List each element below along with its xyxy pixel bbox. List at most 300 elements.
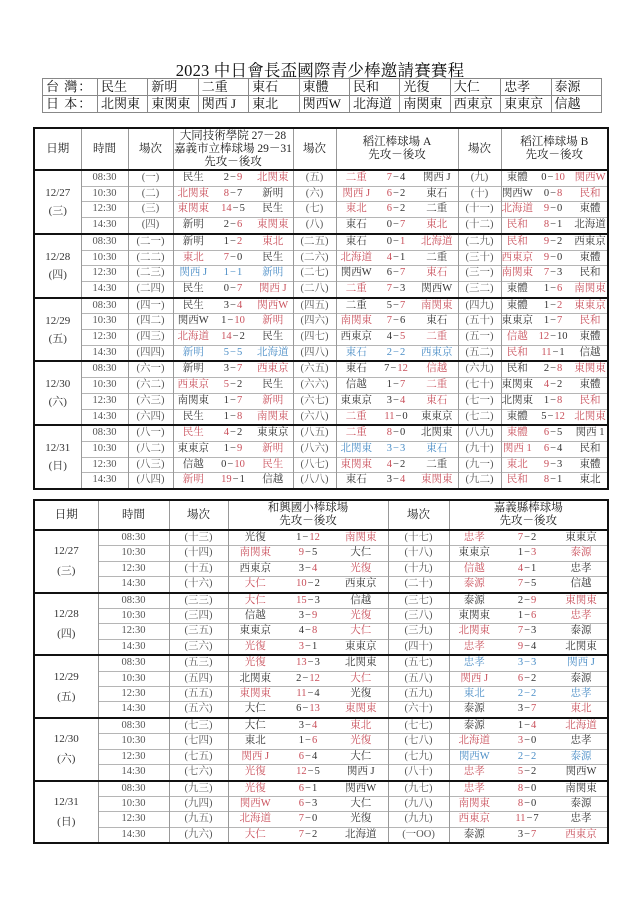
score-first-team: 9 xyxy=(298,547,305,559)
game-time: 14:30 xyxy=(98,577,169,593)
score xyxy=(499,796,555,811)
score-second-team: 1 xyxy=(236,267,243,279)
score-separator: − xyxy=(393,235,399,247)
date-label: 12/31 xyxy=(53,795,79,808)
score-second-team: 4 xyxy=(311,719,318,731)
second-batting-team: 泰源 xyxy=(555,796,608,811)
score-first-team: 6 xyxy=(517,672,524,684)
score xyxy=(533,457,573,473)
venue-header-line: 先攻－後攻 xyxy=(368,149,426,161)
game-number: (十四) xyxy=(169,546,228,561)
score-second-team: 3 xyxy=(556,458,563,470)
game-row xyxy=(34,624,608,639)
first-batting-team: 大仁 xyxy=(228,593,282,609)
date-label: 12/28 xyxy=(45,250,71,263)
game-row xyxy=(34,827,608,843)
score xyxy=(376,234,416,250)
score-first-team: 11 xyxy=(515,813,526,825)
second-batting-team: 北関東 xyxy=(334,655,388,671)
score-separator: − xyxy=(524,625,530,637)
header-venue xyxy=(449,500,608,530)
score-separator: − xyxy=(550,299,556,311)
game-number: (九三) xyxy=(169,781,228,797)
score-first-team: 3 xyxy=(298,719,305,731)
team-name: 東東京 xyxy=(501,96,551,113)
score-first-team: 3 xyxy=(386,394,393,406)
score-separator: − xyxy=(552,346,559,358)
first-batting-team: 東石 xyxy=(336,361,376,377)
score-first-team: 2 xyxy=(517,594,524,606)
score-second-team: 5 xyxy=(556,427,563,439)
game-number: (五十) xyxy=(458,314,501,330)
score-separator: − xyxy=(524,672,530,684)
game-number: (七六) xyxy=(169,765,228,781)
score-separator: − xyxy=(307,657,314,669)
second-batting-team: 東関東 xyxy=(253,218,293,234)
score-first-team: 0 xyxy=(541,172,547,183)
first-batting-team: 民和 xyxy=(501,361,533,377)
first-batting-team: 東関東 xyxy=(336,457,376,473)
score-separator: − xyxy=(393,379,399,391)
score-second-team: 5 xyxy=(399,331,406,343)
score-second-team: 10 xyxy=(234,315,245,327)
score-separator: − xyxy=(230,363,236,375)
second-batting-team: 東石 xyxy=(416,441,458,457)
second-batting-team: 東東京 xyxy=(334,639,388,655)
second-batting-team: 民生 xyxy=(253,330,293,346)
score-first-team: 8 xyxy=(223,187,230,199)
score xyxy=(282,624,334,639)
score-first-team: 7 xyxy=(298,813,305,825)
score-second-team: 0 xyxy=(530,735,537,747)
first-batting-team: 南関東 xyxy=(173,393,213,409)
score xyxy=(499,561,555,576)
score-second-team: 7 xyxy=(399,299,406,311)
game-number: (四六) xyxy=(293,314,336,330)
score xyxy=(282,546,334,561)
score xyxy=(376,393,416,409)
date-cell xyxy=(34,655,98,718)
score-separator: − xyxy=(550,458,556,470)
score-separator: − xyxy=(526,813,533,825)
second-batting-team: 新明 xyxy=(253,314,293,330)
score-second-team: 5 xyxy=(314,766,320,778)
weekday-label: (五) xyxy=(48,332,67,345)
score-second-team: 7 xyxy=(530,828,537,840)
date-cell xyxy=(34,234,81,298)
game-row xyxy=(34,378,608,394)
team-name: 大仁 xyxy=(450,79,500,96)
score-separator: − xyxy=(307,688,314,700)
score-second-team: 3 xyxy=(556,267,563,279)
score-second-team: 4 xyxy=(236,299,243,311)
first-batting-team: 関西 J xyxy=(336,186,376,202)
game-number: (二七) xyxy=(293,266,336,282)
score-separator: − xyxy=(524,797,530,809)
score-first-team: 3 xyxy=(517,657,524,669)
game-row xyxy=(34,671,608,686)
score xyxy=(213,361,253,377)
score-separator: − xyxy=(302,703,309,715)
score-second-team: 8 xyxy=(556,394,563,406)
first-batting-team: 北海道 xyxy=(449,734,499,749)
game-time: 08:30 xyxy=(81,170,128,186)
header-game-number: 場次 xyxy=(458,128,501,170)
first-batting-team: 東北 xyxy=(501,457,533,473)
game-time: 08:30 xyxy=(98,781,169,797)
first-batting-team: 二重 xyxy=(336,281,376,297)
first-batting-team: 北関東 xyxy=(336,441,376,457)
first-batting-team: 民生 xyxy=(173,298,213,314)
score-first-team: 3 xyxy=(386,474,393,486)
score-first-team: 0 xyxy=(543,187,550,199)
game-time: 12:30 xyxy=(81,266,128,282)
team-row-japan xyxy=(43,96,602,113)
second-batting-team: 関西W xyxy=(334,781,388,797)
first-batting-team: 東東京 xyxy=(173,441,213,457)
first-batting-team: 東関東 xyxy=(228,687,282,702)
game-time: 10:30 xyxy=(98,546,169,561)
second-batting-team: 二重 xyxy=(416,457,458,473)
first-batting-team: 西東京 xyxy=(228,561,282,576)
schedule-table-upper xyxy=(33,127,609,490)
game-number: (十七) xyxy=(388,530,449,546)
score xyxy=(376,409,416,425)
second-batting-team: 民生 xyxy=(253,457,293,473)
score-second-team: 7 xyxy=(399,267,406,279)
game-number: (十) xyxy=(458,186,501,202)
game-number: (四五) xyxy=(293,298,336,314)
second-batting-team: 西東京 xyxy=(555,827,608,843)
game-number: (二一) xyxy=(128,234,173,250)
game-row xyxy=(34,781,608,797)
game-row xyxy=(34,170,608,186)
score xyxy=(499,655,555,671)
game-time: 10:30 xyxy=(98,796,169,811)
score-separator: − xyxy=(230,235,236,247)
game-time: 08:30 xyxy=(81,425,128,441)
first-batting-team: 泰源 xyxy=(449,718,499,734)
second-batting-team: 忠孝 xyxy=(555,687,608,702)
first-batting-team: 光復 xyxy=(228,530,282,546)
second-batting-team: 西東京 xyxy=(253,361,293,377)
weekday-label: (日) xyxy=(48,460,67,473)
game-number: (九) xyxy=(458,170,501,186)
game-number: (九六) xyxy=(169,827,228,843)
score-separator: − xyxy=(305,813,311,825)
game-row xyxy=(34,734,608,749)
game-number: (七四) xyxy=(169,734,228,749)
score-second-team: 2 xyxy=(530,532,537,543)
score-first-team: 2 xyxy=(223,219,230,231)
score-second-team: 12 xyxy=(554,410,565,422)
score-first-team: 7 xyxy=(298,828,305,840)
second-batting-team: 民和 xyxy=(573,314,608,330)
score xyxy=(499,702,555,718)
score xyxy=(282,796,334,811)
game-time: 12:30 xyxy=(81,457,128,473)
first-batting-team: 新明 xyxy=(173,473,213,489)
second-batting-team: 東體 xyxy=(573,202,608,218)
score-second-team: 8 xyxy=(556,363,563,375)
score-first-team: 1 xyxy=(223,410,230,422)
header-game-number: 場次 xyxy=(128,128,173,170)
game-time: 08:30 xyxy=(98,655,169,671)
game-row xyxy=(34,314,608,330)
second-batting-team: 関西W xyxy=(573,170,608,186)
score-separator: − xyxy=(305,828,311,840)
second-batting-team: 民生 xyxy=(253,202,293,218)
second-batting-team: 関西W xyxy=(416,281,458,297)
second-batting-team: 信越 xyxy=(573,345,608,361)
game-row xyxy=(34,457,608,473)
score xyxy=(376,441,416,457)
score-second-team: 2 xyxy=(530,688,537,700)
first-batting-team: 大仁 xyxy=(228,827,282,843)
game-row xyxy=(34,425,608,441)
score-first-team: 1 xyxy=(223,267,230,279)
score-first-team: 4 xyxy=(298,625,305,637)
score-first-team: 7 xyxy=(386,172,393,183)
first-batting-team: 東體 xyxy=(501,409,533,425)
game-row xyxy=(34,749,608,764)
first-batting-team: 西東京 xyxy=(336,330,376,346)
score-first-team: 6 xyxy=(386,187,393,199)
game-number: (十一) xyxy=(458,202,501,218)
score xyxy=(499,624,555,639)
game-time: 12:30 xyxy=(81,202,128,218)
score xyxy=(282,639,334,655)
score-second-team: 3 xyxy=(314,657,320,669)
game-number: (八六) xyxy=(293,441,336,457)
second-batting-team: 北海道 xyxy=(555,718,608,734)
first-batting-team: 光復 xyxy=(228,765,282,781)
score-second-team: 8 xyxy=(556,187,563,199)
weekday-label: (六) xyxy=(48,396,67,409)
second-batting-team: 東石 xyxy=(416,266,458,282)
first-batting-team: 東石 xyxy=(336,234,376,250)
score-first-team: 6 xyxy=(386,203,393,215)
first-batting-team: 二重 xyxy=(336,425,376,441)
score-separator: − xyxy=(230,267,236,279)
game-number: (七) xyxy=(293,202,336,218)
game-number: (四七) xyxy=(293,330,336,346)
second-batting-team: 新明 xyxy=(253,393,293,409)
venue-header-line: 稻江棒球場 A xyxy=(362,136,432,148)
first-batting-team: 信越 xyxy=(336,378,376,394)
score-second-team: 7 xyxy=(236,282,243,294)
score-separator: − xyxy=(550,442,556,454)
game-row xyxy=(34,361,608,377)
first-batting-team: 北関東 xyxy=(449,624,499,639)
score-second-team: 3 xyxy=(399,442,406,454)
score-second-team: 0 xyxy=(556,251,563,263)
second-batting-team: 東石 xyxy=(416,393,458,409)
score-separator: − xyxy=(302,532,309,543)
score-first-team: 7 xyxy=(384,363,390,375)
second-batting-team: 北関東 xyxy=(573,409,608,425)
score xyxy=(213,202,253,218)
score-second-team: 4 xyxy=(556,442,563,454)
first-batting-team: 民生 xyxy=(173,409,213,425)
score-second-team: 1 xyxy=(239,474,245,486)
first-batting-team: 泰源 xyxy=(449,593,499,609)
second-batting-team: 新明 xyxy=(253,186,293,202)
first-batting-team: 東北 xyxy=(449,687,499,702)
second-batting-team: 東関東 xyxy=(573,361,608,377)
team-name: 北海道 xyxy=(349,96,399,113)
game-time: 14:30 xyxy=(81,409,128,425)
game-number: (六七) xyxy=(293,393,336,409)
score-first-team: 6 xyxy=(298,797,305,809)
score xyxy=(213,250,253,266)
second-batting-team: 民生 xyxy=(253,250,293,266)
game-number: (二九) xyxy=(458,234,501,250)
score-second-team: 3 xyxy=(530,657,537,669)
second-batting-team: 二重 xyxy=(416,250,458,266)
score xyxy=(533,218,573,234)
second-batting-team: 東東京 xyxy=(416,409,458,425)
date-label: 12/27 xyxy=(53,545,79,558)
game-time: 10:30 xyxy=(98,734,169,749)
date-label: 12/28 xyxy=(53,607,79,620)
score-separator: − xyxy=(524,547,530,559)
game-number: (七十) xyxy=(458,378,501,394)
weekday-label: (日) xyxy=(57,815,76,828)
first-batting-team: 大仁 xyxy=(228,577,282,593)
second-batting-team: 北関東 xyxy=(253,170,293,186)
score xyxy=(533,330,573,346)
score-second-team: 5 xyxy=(311,547,318,559)
game-number: (九九) xyxy=(388,812,449,827)
weekday-label: (四) xyxy=(48,268,67,281)
game-number: (四九) xyxy=(458,298,501,314)
score-first-team: 15 xyxy=(296,594,307,606)
score-first-team: 0 xyxy=(221,458,227,470)
game-row xyxy=(34,234,608,250)
weekday-label: (四) xyxy=(57,627,76,640)
score-separator: − xyxy=(305,610,311,622)
game-row xyxy=(34,330,608,346)
first-batting-team: 大仁 xyxy=(228,718,282,734)
game-number: (二四) xyxy=(128,281,173,297)
second-batting-team: 東石 xyxy=(416,186,458,202)
score xyxy=(533,314,573,330)
first-batting-team: 泰源 xyxy=(449,827,499,843)
score xyxy=(499,593,555,609)
header-row xyxy=(34,128,608,170)
score-first-team: 1 xyxy=(223,394,230,406)
score xyxy=(499,812,555,827)
game-time: 14:30 xyxy=(98,702,169,718)
first-batting-team: 東関東 xyxy=(173,202,213,218)
score-separator: − xyxy=(305,735,311,747)
score-first-team: 1 xyxy=(221,315,227,327)
game-time: 10:30 xyxy=(81,186,128,202)
second-batting-team: 東石 xyxy=(416,314,458,330)
score xyxy=(282,749,334,764)
game-number: (八九) xyxy=(458,425,501,441)
game-time: 10:30 xyxy=(98,671,169,686)
second-batting-team: 北海道 xyxy=(253,345,293,361)
score-second-team: 8 xyxy=(236,410,243,422)
score-second-team: 0 xyxy=(236,251,243,263)
game-number: (六五) xyxy=(293,361,336,377)
score-second-team: 0 xyxy=(399,427,406,439)
first-batting-team: 東東京 xyxy=(449,546,499,561)
score-first-team: 1 xyxy=(543,299,550,311)
game-number: (七八) xyxy=(388,734,449,749)
score xyxy=(376,170,416,186)
second-batting-team: 西東京 xyxy=(334,577,388,593)
game-time: 12:30 xyxy=(98,749,169,764)
score-separator: − xyxy=(550,474,556,486)
second-batting-team: 関西W xyxy=(253,298,293,314)
score xyxy=(282,827,334,843)
first-batting-team: 信越 xyxy=(501,330,533,346)
first-batting-team: 南関東 xyxy=(449,796,499,811)
score-first-team: 13 xyxy=(296,657,307,669)
score-first-team: 6 xyxy=(543,427,550,439)
score xyxy=(376,425,416,441)
score-second-team: 7 xyxy=(399,379,406,391)
game-number: (六十) xyxy=(388,702,449,718)
score-separator: − xyxy=(524,828,530,840)
team-name: 東體 xyxy=(299,79,349,96)
second-batting-team: 新明 xyxy=(253,441,293,457)
score-first-team: 14 xyxy=(221,331,232,343)
second-batting-team: 東體 xyxy=(573,378,608,394)
game-number: (三六) xyxy=(169,639,228,655)
score-second-team: 6 xyxy=(556,282,563,294)
second-batting-team: 泰源 xyxy=(555,546,608,561)
game-time: 12:30 xyxy=(98,812,169,827)
score-second-team: 3 xyxy=(530,547,537,559)
score-first-team: 1 xyxy=(223,442,230,454)
first-batting-team: 新明 xyxy=(173,218,213,234)
score-second-team: 3 xyxy=(314,594,320,606)
score-second-team: 2 xyxy=(236,427,243,439)
score-second-team: 2 xyxy=(236,235,243,247)
score xyxy=(213,409,253,425)
second-batting-team: 東東京 xyxy=(253,425,293,441)
first-batting-team: 光復 xyxy=(228,639,282,655)
score-first-team: 1 xyxy=(517,610,524,622)
first-batting-team: 西東京 xyxy=(501,250,533,266)
score-second-team: 6 xyxy=(311,735,318,747)
weekday-label: (六) xyxy=(57,753,76,766)
game-row xyxy=(34,281,608,297)
score-separator: − xyxy=(230,299,236,311)
score-first-team: 4 xyxy=(543,379,550,391)
header-date: 日期 xyxy=(34,500,98,530)
first-batting-team: 東體 xyxy=(501,425,533,441)
score-first-team: 1 xyxy=(386,379,393,391)
score-first-team: 2 xyxy=(517,688,524,700)
first-batting-team: 大仁 xyxy=(228,702,282,718)
score-first-team: 4 xyxy=(386,458,393,470)
score-separator: − xyxy=(230,427,236,439)
score-first-team: 7 xyxy=(386,282,393,294)
score xyxy=(533,473,573,489)
team-name: 西東京 xyxy=(450,96,500,113)
game-row xyxy=(34,218,608,234)
score xyxy=(282,718,334,734)
score-second-team: 9 xyxy=(236,172,243,183)
game-number: (三三) xyxy=(169,593,228,609)
score xyxy=(376,345,416,361)
game-time: 14:30 xyxy=(81,218,128,234)
